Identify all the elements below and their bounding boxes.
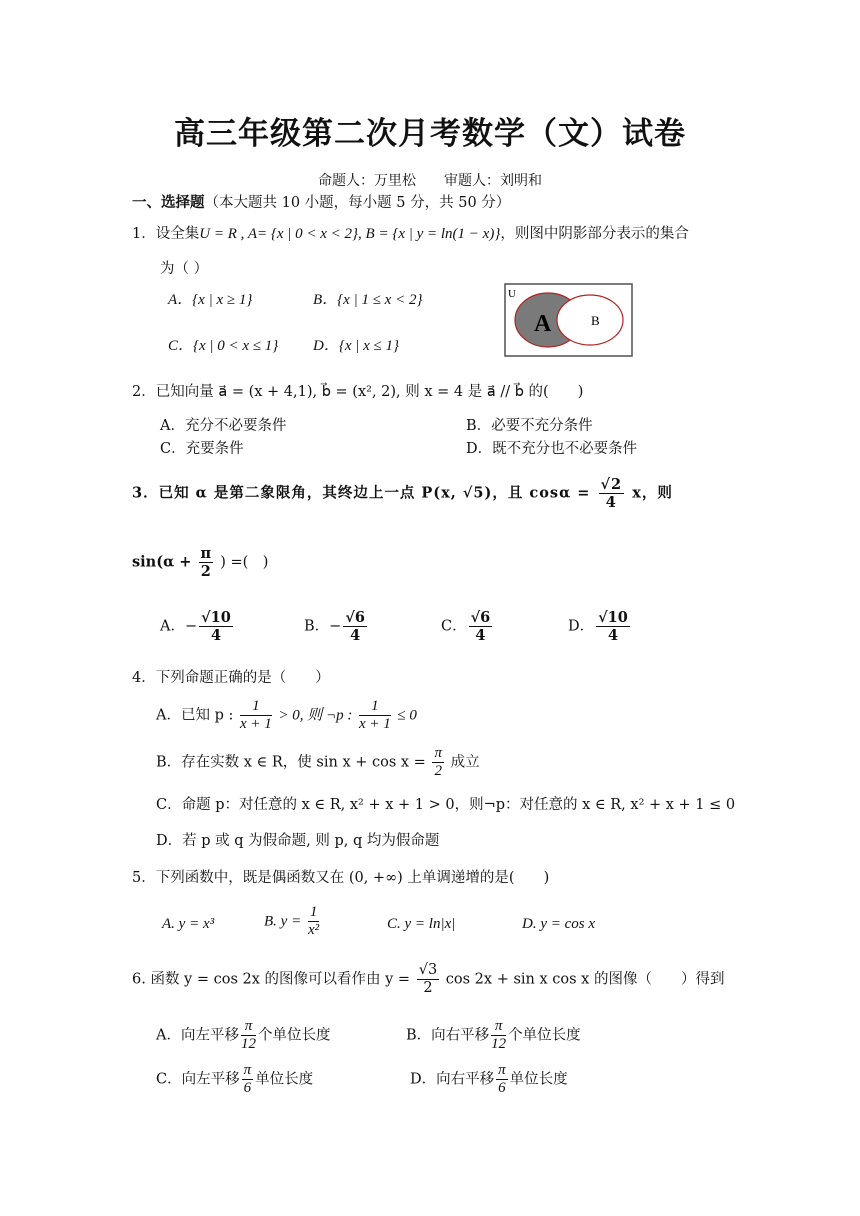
q2-option-a: A．充分不必要条件 xyxy=(160,418,287,434)
q4-stem: 4．下列命题正确的是（ ） xyxy=(132,670,330,686)
q3-stem-a: 3．已知 α 是第二象限角，其终边上一点 P(x, √5)，且 cosα = xyxy=(132,484,591,502)
q2-option-c: C．充要条件 xyxy=(160,441,244,457)
section-note: （本大题共 10 小题，每小题 5 分，共 50 分） xyxy=(204,195,511,211)
q1-stem xyxy=(132,224,689,244)
q3-option-b: B．− $\frac{√6}{4}$ xyxy=(304,609,365,644)
q4-option-c: C．命题 p：对任意的 x ∈ R, x² + x + 1 > 0，则¬p：对任意的 x ∈ R, x² + x + 1 ≤ 0 xyxy=(156,797,736,813)
section-header xyxy=(132,193,510,213)
q4-option-d: D．若 p 或 q 为假命题, 则 p, q 均为假命题 xyxy=(156,833,440,849)
section-heading: 一、选择题 xyxy=(132,194,205,211)
q1-stem-cont: 为（ ） xyxy=(160,261,209,277)
q3-stem xyxy=(132,476,673,511)
q6-option-b: B．向右平移 $\frac{\pi}{12}$ 个单位长度 xyxy=(406,1018,581,1052)
q3-ask-a: sin(α + xyxy=(132,553,192,571)
q2-option-d: D．既不充分也不必要条件 xyxy=(466,441,638,457)
q3-ask-fraction: $\frac{\pi}{2}$ xyxy=(200,545,212,580)
q1-stem-a: 1．设全集 xyxy=(132,226,200,242)
venn-label-a: A xyxy=(534,311,552,337)
venn-diagram xyxy=(504,283,634,358)
q3-option-a: A．− $\frac{√10}{4}$ xyxy=(160,609,231,644)
venn-label-u: U xyxy=(508,288,516,300)
q1-stem-c: ，则图中阴影部分表示的集合 xyxy=(500,226,689,242)
q1-sets: U = R , A= {x | 0 < x < 2}, B = {x | y = ln(1 − x)} xyxy=(199,226,501,242)
q3-stem-b: x，则 xyxy=(632,484,673,502)
q3-stem-fraction: $\frac{√2}{4}$ xyxy=(600,476,623,511)
q1-option-b: B．{x | 1 ≤ x < 2} xyxy=(313,292,423,308)
q3-option-d: D． $\frac{√10}{4}$ xyxy=(568,609,628,644)
q5-option-c: C. y = ln|x| xyxy=(387,916,456,932)
q2-option-b: B．必要不充分条件 xyxy=(466,418,593,434)
venn-set-b xyxy=(557,295,623,345)
q3-ask-b: ) =( ) xyxy=(220,554,269,571)
q6-option-c: C．向左平移 $\frac{\pi}{6}$ 单位长度 xyxy=(156,1062,314,1096)
authors-line: 命题人：万里松 审题人：刘明和 xyxy=(318,173,542,189)
venn-label-b: B xyxy=(591,313,600,328)
q6-option-d: D．向右平移 $\frac{\pi}{6}$ 单位长度 xyxy=(410,1062,568,1096)
q6-stem: 6. 函数 y = cos 2x 的图像可以看作由 y = $\frac{√3}{2}$ cos 2x + sin x cos x 的图像（ ）得到 xyxy=(132,962,725,996)
page-title: 高三年级第二次月考数学（文）试卷 xyxy=(174,116,686,152)
q1-option-d: D．{x | x ≤ 1} xyxy=(313,338,400,354)
q1-option-a: A．{x | x ≥ 1} xyxy=(168,292,253,308)
q2-stem: 2．已知向量 a⃗ = (x + 4,1), b⃗ = (x², 2), 则 x = 4 是 a⃗ // b⃗ 的( ) xyxy=(132,384,584,400)
q4-option-a: A．已知 p : $\frac{1}{x + 1}$ > 0, 则 ¬p : $\frac{1}{x + 1}$ ≤ 0 xyxy=(156,698,417,732)
q5-option-d: D. y = cos x xyxy=(522,916,596,932)
q4-option-b: B．存在实数 x ∈ R，使 sin x + cos x = $\frac{\pi}{2}$ 成立 xyxy=(156,745,480,779)
q5-option-a: A. y = x³ xyxy=(162,916,215,932)
q5-stem: 5．下列函数中，既是偶函数又在 (0, +∞) 上单调递增的是( ) xyxy=(132,870,550,886)
q1-option-c: C．{x | 0 < x ≤ 1} xyxy=(168,338,279,354)
q6-option-a: A．向左平移 $\frac{\pi}{12}$ 个单位长度 xyxy=(156,1018,331,1052)
q5-option-b: B. y = $\frac{1}{\text{x²}}$ xyxy=(264,904,320,938)
q3-ask xyxy=(132,545,268,580)
q3-option-c: C． $\frac{√6}{4}$ xyxy=(441,609,491,644)
